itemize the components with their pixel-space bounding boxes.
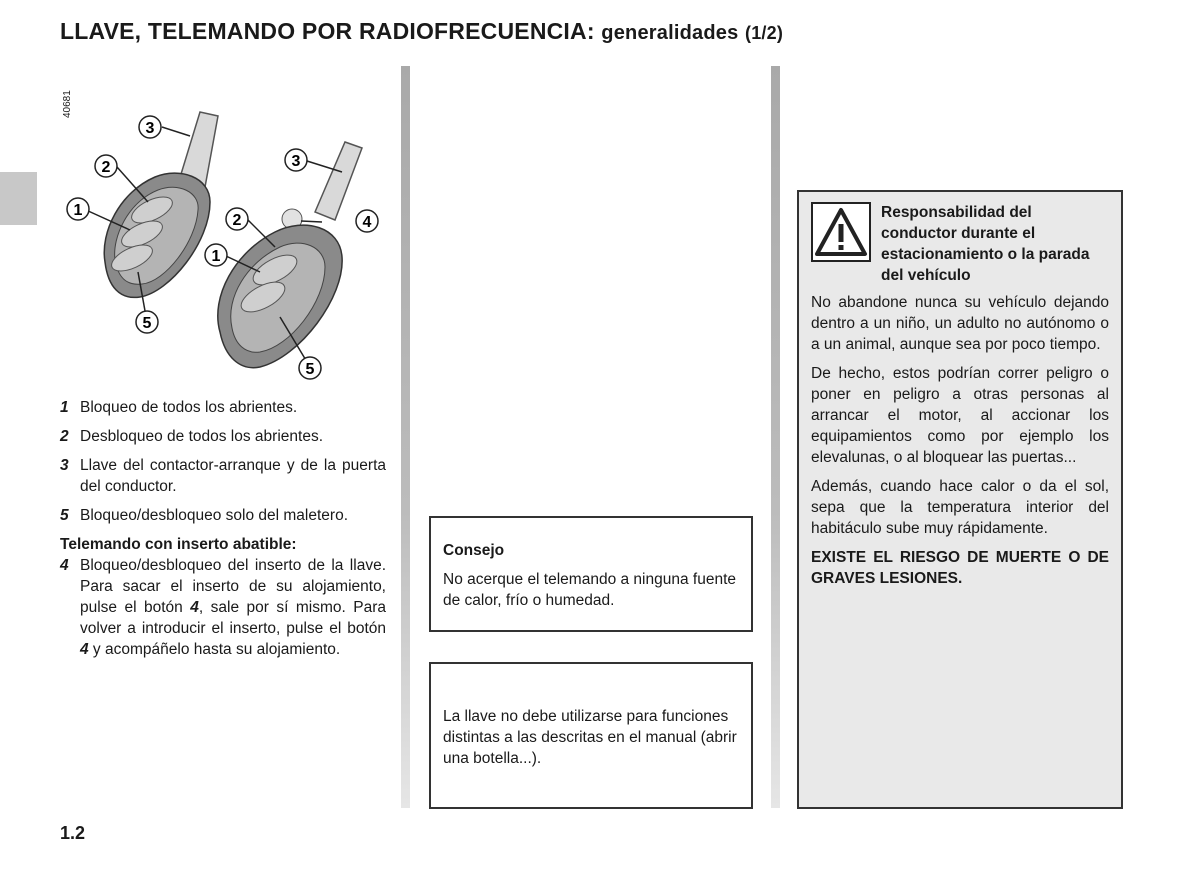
key-left [101,112,218,297]
warning-title: Responsabilidad del conductor durante el estacionamiento o la parada del vehículo [881,204,1090,284]
column-divider-right [771,66,780,808]
legend-text: Desbloqueo de todos los abrientes. [80,428,323,445]
title-main: LLAVE, TELEMANDO POR RADIOFRECUENCIA: [60,18,595,44]
legend-list [60,397,386,668]
warning-paragraph: No abandone nunca su vehículo dejando dentro a un niño, un adulto no autónomo o a un animal, aunque sea por poco tiempo. [811,294,1109,353]
figure-reference: 40681 [62,90,73,118]
legend-ref: 4 [190,599,199,616]
legend-ref: 4 [80,641,89,658]
callout-1-right: 1 [211,248,221,265]
legend-item [60,426,386,447]
legend-item [60,397,386,418]
callout-2-right: 2 [232,212,242,229]
legend-subheading: Telemando con inserto abatible: [60,536,297,553]
legend-item [60,455,386,497]
legend-text: Llave del contactor-arranque y de la puerta del conductor. [80,457,386,495]
legend-num: 1 [60,399,69,416]
callout-3-right: 3 [291,153,301,170]
legend-text-part: Bloqueo/desbloqueo del inserto de la llave. Para sacar el inserto de su alojamiento, pulse el botón [80,557,386,616]
callout-3-left: 3 [145,120,155,137]
callout-5-right: 5 [305,361,315,378]
title-part: (1/2) [745,23,784,43]
tip-heading: Consejo [443,542,505,559]
column-divider-left [401,66,410,808]
legend-num: 3 [60,457,69,474]
legend-num: 5 [60,507,69,524]
page-title [60,18,783,45]
tip-box [429,516,753,632]
callout-5-left: 5 [142,315,152,332]
warning-icon [811,202,871,262]
warning-box [797,190,1123,809]
legend-text: Bloqueo/desbloqueo solo del maletero. [80,507,348,524]
legend-text-part: y acompáñelo hasta su alojamiento. [88,641,341,658]
callout-1-left: 1 [73,202,83,219]
callout-2-left: 2 [101,159,111,176]
title-sub: generalidades [601,22,739,44]
warning-header [811,202,1109,286]
legend-text [80,555,386,660]
note-box [429,662,753,809]
section-tab [0,172,37,225]
legend-text-part: , sale por sí mismo. Para volver a introducir el inserto, pulse el botón [80,599,386,637]
page-number: 1.2 [60,823,86,843]
callout-4-right: 4 [362,214,372,231]
key-illustration [60,92,390,387]
legend-text: Bloqueo de todos los abrientes. [80,399,298,416]
legend-num: 2 [60,428,69,445]
note-text: La llave no debe utilizarse para funciones distintas a las descritas en el manual (abrir una botella...). [443,708,737,767]
warning-paragraph: Además, cuando hace calor o da el sol, sepa que la temperatura interior del habitáculo sube muy rápidamente. [811,478,1109,537]
legend-num: 4 [60,557,69,574]
legend-item [60,555,386,660]
legend-item [60,505,386,526]
warning-paragraph: De hecho, estos podrían correr peligro o poner en peligro a otras personas al arrancar el motor, al accionar los equipamientos como por ejemplo los elevalunas, o al bloquear las puertas... [811,365,1109,466]
warning-emphasis: EXISTE EL RIESGO DE MUERTE O DE GRAVES LESIONES. [811,549,1109,587]
tip-text: No acerque el telemando a ninguna fuente de calor, frío o humedad. [443,571,736,609]
